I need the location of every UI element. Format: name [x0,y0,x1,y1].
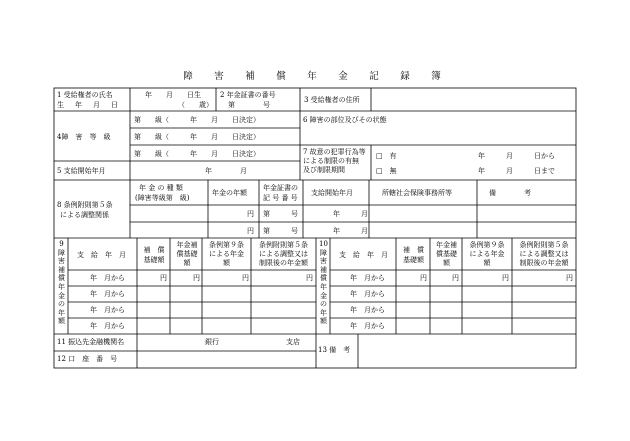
start-field[interactable]: 年 月 [333,210,368,218]
restriction-no-checkbox[interactable]: □ 無 [376,167,397,175]
pension-type-header: (障害等級第 級) [135,194,190,202]
adjusted-header: 制限後の年金額 [259,259,308,267]
adjusted-header: 条例附則第５条 [259,241,308,249]
payment-row-month[interactable]: 年 月から [350,274,385,282]
restriction-label: 及び制限期間 [303,166,345,174]
branch-field[interactable]: 支店 [286,338,300,346]
injury-label: 6 障害の部位及びその状態 [303,116,387,124]
bank-name-label: 11 振込先金融機関名 [57,338,125,346]
art9-header: 額 [223,259,230,267]
amount-unit: 円 [247,210,254,218]
annual-base-header: 償基礎 [436,250,457,258]
restriction-label: による制限の有無 [303,157,359,165]
adjusted-header: 制限後の年金額 [519,259,569,267]
age-field[interactable]: （ 歳） [178,101,213,109]
annual-base-header: 償基礎 [176,250,198,258]
annual-pension-label-left: 9障害補償年金の年額 [58,240,65,326]
remarks-label: 13 備 考 [318,346,351,354]
payment-month-header: 支 給 年 月 [77,251,126,259]
annual-amount-header: 年金の年額 [212,189,247,197]
start-month-label: 5 支給開始年月 [57,167,106,175]
base-amount-header: 基礎額 [143,256,165,264]
art9-header: による年金 [469,250,505,258]
base-amount-header: 補 償 [143,246,165,254]
cert-number-field[interactable]: 第 号 [263,227,298,235]
unit-yen: 円 [160,274,167,282]
unit-yen: 円 [306,274,313,282]
adjustment-label: 8 条例附則第５条 [57,201,113,209]
annual-base-header: 額 [443,259,450,267]
unit-yen: 円 [502,274,509,282]
grade-row[interactable]: 第 級（ 年 月 日決定） [134,133,260,141]
payment-row-month[interactable]: 年 月から [90,290,125,298]
adjusted-header: による調整又は [259,250,308,258]
annual-base-header: 年金補 [176,241,198,249]
unit-yen: 円 [193,274,200,282]
certificate-number-field[interactable]: 第 号 [228,101,270,109]
start-month-header: 支給開始年月 [311,189,353,197]
unit-yen: 円 [242,274,249,282]
unit-yen: 円 [452,274,459,282]
payment-row-month[interactable]: 年 月から [90,274,125,282]
payment-row-month[interactable]: 年 月から [350,290,385,298]
office-header: 所轄社会保険事務所等 [382,189,452,197]
art9-header: 条例第９条 [469,241,505,249]
adjustment-label: による調整関係 [60,211,109,219]
base-amount-header: 基礎額 [403,256,424,264]
annual-pension-label-right: 10障害補償年金の年額 [319,240,328,326]
adjusted-header: 条例附則第５条 [519,241,569,249]
recipient-name-label: 1 受給権者の氏名 [57,91,113,99]
art9-header: 額 [483,259,491,267]
address-label: 3 受給権者の住所 [304,96,360,104]
restriction-from-field[interactable]: 年 月 日から [478,152,555,160]
amount-unit: 円 [247,227,254,235]
account-number-label: 12 口 座 番 号 [57,355,118,363]
payment-month-header: 支 給 年 月 [339,251,388,259]
annual-base-header: 年金補 [436,241,457,249]
restriction-to-field[interactable]: 年 月 日まで [478,167,555,175]
birthdate-label: 生 年 月 日 [57,101,120,109]
restriction-label: 7 故意の犯罪行為等 [303,148,366,156]
grade-label: 4障 害 等 級 [57,133,111,141]
art9-header: 条例第９条 [209,241,244,249]
annual-base-header: 額 [183,259,191,267]
payment-row-month[interactable]: 年 月から [90,306,125,314]
page-title: 障 害 補 償 年 金 記 録 簿 [183,71,447,82]
cert-code-header: 記 号 番 号 [263,194,298,202]
restriction-yes-checkbox[interactable]: □ 有 [376,152,397,160]
certificate-number-label: 2 年金証書の番号 [220,91,276,99]
unit-yen: 円 [420,274,427,282]
adjusted-header: による調整又は [519,250,569,258]
base-amount-header: 補 償 [403,246,424,254]
start-field[interactable]: 年 月 [333,227,368,235]
payment-row-month[interactable]: 年 月から [350,306,385,314]
unit-yen: 円 [566,274,573,282]
pension-type-header: 年 金 の 種 類 [139,184,183,192]
birthdate-field[interactable]: 年 月 日生 [145,91,201,99]
cert-code-header: 年金証書の [263,184,298,192]
cert-number-field[interactable]: 第 号 [263,210,298,218]
payment-row-month[interactable]: 年 月から [90,322,125,330]
grade-row[interactable]: 第 級（ 年 月 日決定） [134,150,260,158]
grade-row[interactable]: 第 級（ 年 月 日決定） [134,116,260,124]
art9-header: による年金 [209,250,244,258]
payment-row-month[interactable]: 年 月から [350,322,385,330]
start-month-field[interactable]: 年 月 [205,167,247,175]
remarks-header: 備 考 [489,189,531,197]
bank-field[interactable]: 銀行 [205,338,219,346]
